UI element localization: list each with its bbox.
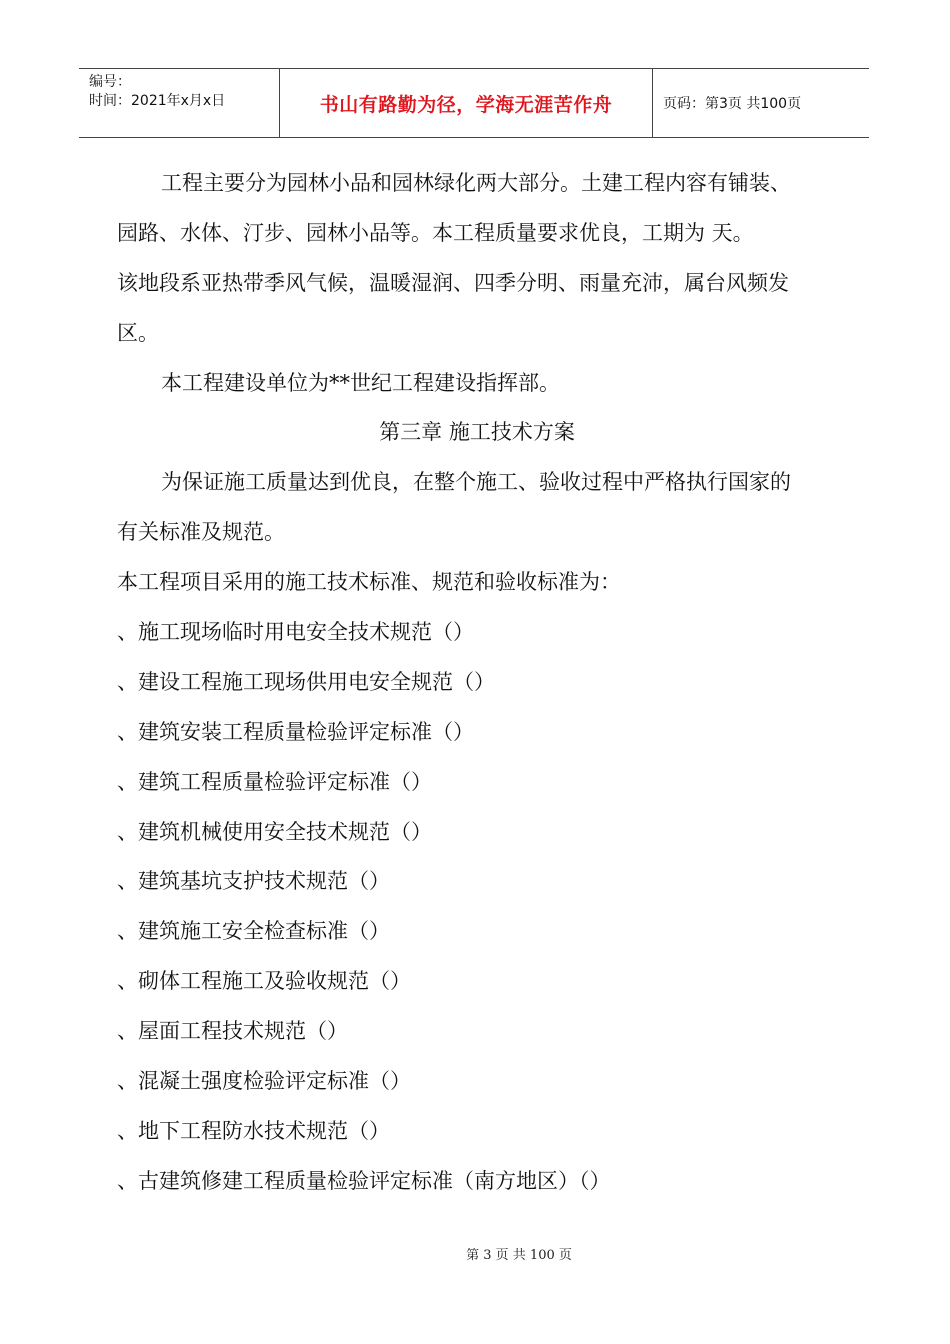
standard-item: 、建筑施工安全检查标准（） — [117, 919, 390, 944]
standard-item: 、建筑工程质量检验评定标准（） — [117, 769, 432, 794]
standard-item: 、施工现场临时用电安全技术规范（） — [117, 620, 474, 645]
page-footer: 第 3 页 共 100 页 — [466, 1248, 572, 1263]
paragraph-line: 本工程建设单位为**世纪工程建设指挥部。 — [161, 370, 560, 395]
header-page-label: 页码：第3页 共100页 — [663, 96, 802, 112]
standard-item: 、混凝土强度检验评定标准（） — [117, 1069, 411, 1094]
standard-item: 、屋面工程技术规范（） — [117, 1019, 348, 1044]
standard-item: 、建设工程施工现场供用电安全规范（） — [117, 669, 495, 694]
header-motto: 书山有路勤为径，学海无涯苦作舟 — [280, 69, 653, 137]
standard-item: 、古建筑修建工程质量检验评定标准（南方地区）（） — [117, 1168, 611, 1193]
standard-item: 、地下工程防水技术规范（） — [117, 1118, 390, 1143]
paragraph-line: 有关标准及规范。 — [117, 520, 285, 545]
paragraph-line: 本工程项目采用的施工技术标准、规范和验收标准为： — [117, 570, 621, 595]
paragraph-line: 区。 — [117, 320, 159, 345]
standard-item: 、建筑机械使用安全技术规范（） — [117, 819, 432, 844]
chapter-title: 第三章 施工技术方案 — [379, 420, 575, 445]
document-header — [79, 68, 869, 138]
standard-item: 、建筑基坑支护技术规范（） — [117, 869, 390, 894]
time-label: 时间：2021年x月x日 — [89, 93, 226, 109]
paragraph-line: 园路、水体、汀步、园林小品等。本工程质量要求优良，工期为 天。 — [117, 220, 754, 245]
number-label: 编号： — [89, 74, 131, 90]
paragraph-line: 工程主要分为园林小品和园林绿化两大部分。土建工程内容有铺装、 — [161, 171, 791, 195]
paragraph-line: 该地段系亚热带季风气候，温暖湿润、四季分明、雨量充沛，属台风频发 — [117, 270, 789, 295]
header-meta — [79, 69, 280, 137]
standard-item: 、建筑安装工程质量检验评定标准（） — [117, 719, 474, 744]
standard-item: 、砌体工程施工及验收规范（） — [117, 969, 411, 994]
document-body — [117, 159, 837, 1207]
paragraph-line: 为保证施工质量达到优良，在整个施工、验收过程中严格执行国家的 — [161, 470, 791, 495]
